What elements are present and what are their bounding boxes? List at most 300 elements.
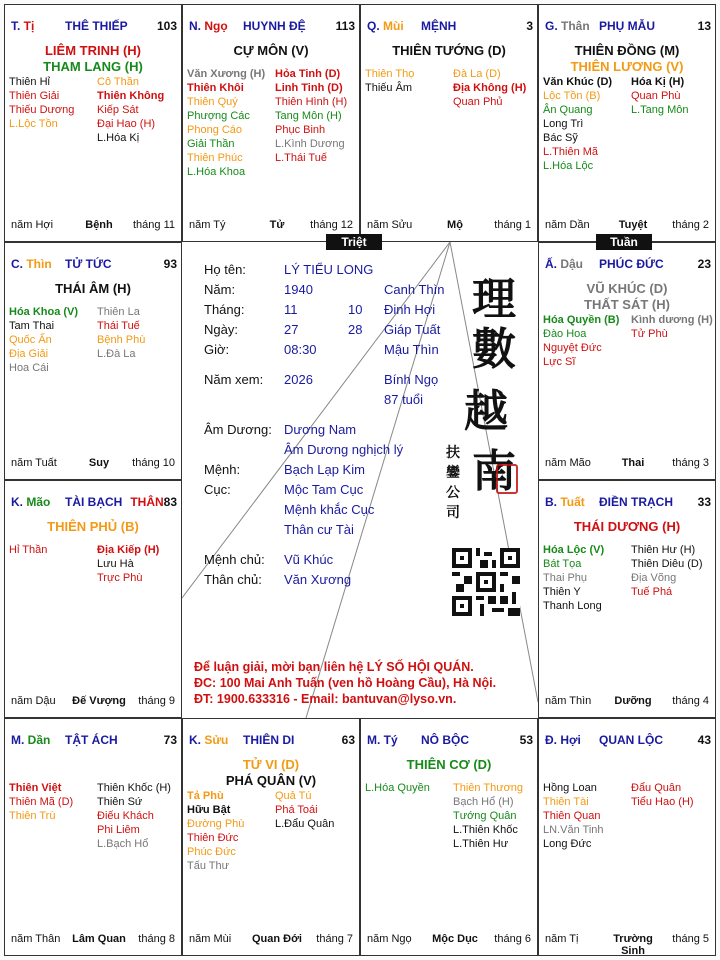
palace-month: tháng 11 (132, 219, 175, 231)
minor-star: Thiên Phúc (187, 152, 243, 164)
palace-branch: Sửu (204, 733, 229, 747)
main-stars (5, 519, 181, 535)
palace-month: tháng 5 (672, 933, 709, 945)
palace-dan[interactable] (4, 718, 182, 956)
minor-star: Địa Không (H) (453, 82, 527, 94)
contact-line-1: Để luận giải, mời bạn liên hệ LÝ SỐ HỘI QUÁN. (194, 660, 474, 674)
main-star: THIÊN CƠ (D) (406, 757, 492, 772)
minor-star: Quan Phủ (453, 96, 503, 108)
hour-label: Giờ: (204, 342, 230, 357)
birth-hour: 08:30 (284, 342, 317, 357)
palace-than[interactable] (538, 4, 716, 242)
palace-header (367, 733, 533, 747)
minor-star: Hỏa Tinh (D) (275, 68, 341, 80)
palace-stem: Q. (367, 19, 384, 33)
minor-star: Thiên Y (543, 586, 581, 598)
palace-stem: B. (545, 495, 561, 509)
palace-stage: Đế Vượng (72, 695, 126, 707)
minor-star: Thiên Hỉ (9, 76, 50, 88)
palace-branch: Mùi (383, 19, 404, 33)
palace-year: năm Hợi (11, 219, 54, 231)
main-star: THẤT SÁT (H) (584, 297, 670, 312)
minor-stars-left (365, 781, 430, 795)
thanchu: Văn Xương (284, 572, 352, 587)
palace-year: năm Dần (545, 219, 590, 231)
cuc-label: Cục: (204, 482, 231, 497)
main-star: THIÊN PHỦ (B) (47, 519, 139, 534)
palace-stage: Bệnh (85, 219, 113, 231)
palace-position (545, 495, 585, 509)
palace-header (189, 19, 355, 33)
palace-year: năm Mùi (189, 933, 232, 945)
minor-star: Quan Phù (631, 90, 681, 102)
palace-position (189, 733, 228, 747)
minor-star: Bệnh Phù (97, 334, 146, 346)
palace-position (11, 257, 52, 271)
palace-branch: Tị (23, 19, 35, 33)
palace-name-text: TỬ TỨC (65, 257, 112, 271)
minor-star: L.Lộc Tồn (9, 118, 58, 130)
palace-tuat[interactable] (538, 480, 716, 718)
palace-year: năm Thân (11, 933, 61, 945)
palace-dau[interactable] (538, 242, 716, 480)
palace-age: 93 (163, 257, 177, 271)
palace-position (11, 733, 50, 747)
palace-position (367, 19, 404, 33)
palace-name (65, 733, 118, 747)
main-star: PHÁ QUÂN (V) (225, 773, 317, 788)
palace-age: 23 (697, 257, 711, 271)
minor-star: Nguyệt Đức (543, 342, 602, 354)
palace-age: 33 (697, 495, 711, 509)
minor-star: Thiên Khôi (187, 82, 244, 94)
palace-year: năm Thìn (545, 695, 592, 707)
minor-star: Đường Phù (187, 818, 245, 830)
palace-branch: Thân (561, 19, 590, 33)
palace-position (367, 733, 398, 747)
minor-star: Tấu Thư (187, 860, 230, 872)
birth-year: 1940 (284, 282, 313, 297)
minor-star: L.Tang Môn (631, 104, 689, 116)
minor-star: Văn Xương (H) (187, 68, 266, 80)
minor-stars-right (97, 75, 164, 145)
minor-star: Đào Hoa (543, 328, 587, 340)
main-star: THÁI DƯƠNG (H) (573, 519, 681, 534)
lunar-day: 28 (348, 322, 363, 337)
palace-footer (11, 933, 175, 945)
palace-stage: Trường Sinh (613, 933, 653, 956)
main-star: THAM LANG (H) (43, 59, 143, 74)
minor-star: Giải Thần (187, 138, 235, 150)
palace-name-text: HUYNH ĐỆ (243, 19, 306, 33)
palace-name (421, 19, 456, 33)
minor-star: L.Đẩu Quân (275, 818, 335, 830)
month-label: Tháng: (204, 302, 245, 317)
palace-month: tháng 7 (316, 933, 353, 945)
minor-star: LN.Văn Tinh (543, 824, 604, 836)
calligraphy-char: 理 (472, 274, 516, 325)
palace-ngo[interactable] (182, 4, 360, 242)
day-canchi: Giáp Tuất (384, 322, 441, 337)
minor-star: Tướng Quân (453, 810, 517, 822)
palace-footer (545, 695, 709, 707)
palace-hoi[interactable] (538, 718, 716, 956)
minor-star: Thiên Mã (D) (9, 796, 74, 808)
minor-star: Quả Tú (275, 790, 312, 802)
palace-name (599, 257, 664, 271)
minor-star: Thanh Long (543, 600, 602, 612)
palace-branch: Dần (27, 733, 51, 747)
palace-footer (367, 933, 531, 945)
minor-star: Cô Thần (97, 76, 139, 88)
minor-star: L.Thiên Hư (453, 838, 509, 850)
minor-star: Phá Toái (275, 804, 318, 816)
palace-year: năm Ngọ (367, 933, 412, 945)
palace-header (545, 257, 711, 271)
minor-stars-right (97, 305, 145, 361)
triet-band: Triệt (326, 234, 382, 250)
minor-star: Hóa Kị (H) (631, 76, 685, 88)
palace-stem: Đ. (545, 733, 561, 747)
minor-stars-left (187, 67, 265, 179)
minor-star: L.Thái Tuế (275, 152, 327, 164)
palace-stem: Ấ. (545, 257, 561, 271)
palace-age: 63 (341, 733, 355, 747)
main-star: THIÊN ĐỒNG (M) (574, 43, 680, 58)
minor-stars-right (453, 781, 523, 851)
palace-stage: Tuyệt (618, 219, 648, 231)
palace-stem: M. (11, 733, 28, 747)
palace-position (11, 19, 34, 33)
minor-star: Thiên Thọ (365, 68, 415, 80)
qr-code[interactable] (452, 548, 520, 616)
thanchu-label: Thân chủ: (204, 572, 262, 587)
palace-stage: Quan Đới (252, 933, 302, 945)
minor-star: Thiên Hư (H) (631, 544, 696, 556)
minor-star: Điếu Khách (97, 810, 154, 822)
minor-star: Tang Môn (H) (275, 110, 342, 122)
minor-star: Thiên Giải (9, 90, 60, 102)
minor-star: Bác Sỹ (543, 132, 578, 144)
minor-star: Hóa Quyền (B) (543, 314, 620, 326)
palace-position (11, 495, 50, 509)
age: 87 tuổi (384, 392, 424, 407)
center-info-panel (182, 242, 538, 718)
palace-month: tháng 4 (672, 695, 709, 707)
palace-position (545, 257, 583, 271)
palace-footer (545, 219, 709, 231)
amduong-label: Âm Dương: (204, 422, 272, 437)
than-position: Thân cư Tài (284, 522, 354, 537)
minor-star: Địa Kiếp (H) (97, 544, 160, 556)
minor-stars-left (543, 75, 612, 173)
calligraphy-small-char: 扶 (446, 445, 460, 461)
minor-star: Thiên Sứ (97, 796, 143, 808)
main-stars (183, 757, 359, 789)
palace-branch: Tuất (560, 495, 585, 509)
view-year: 2026 (284, 372, 313, 387)
lunar-month: 10 (348, 302, 363, 317)
minor-star: Thiên Khốc (H) (97, 782, 171, 794)
palace-stage: Mộc Dục (432, 933, 478, 945)
palace-position (545, 19, 590, 33)
palace-name-text: PHỤ MẪU (599, 19, 655, 33)
palace-name (599, 19, 655, 33)
palace-branch: Hợi (560, 733, 581, 747)
minor-star: Phong Cáo (187, 124, 243, 136)
minor-star: Kình dương (H) (631, 314, 713, 326)
palace-header (367, 19, 533, 33)
minor-star: Đà La (D) (453, 68, 501, 80)
view-year-label: Năm xem: (204, 372, 264, 387)
main-stars (361, 757, 537, 773)
palace-name (599, 495, 673, 509)
palace-year: năm Tý (189, 219, 226, 231)
minor-stars-right (97, 543, 159, 585)
palace-mui[interactable] (360, 4, 538, 242)
palace-name (599, 733, 663, 747)
palace-footer (189, 933, 353, 945)
main-star: LIÊM TRINH (H) (44, 43, 142, 58)
minor-star: Long Trì (543, 118, 584, 130)
palace-name (65, 495, 164, 509)
red-seal-stamp (496, 464, 518, 494)
month-canchi: Đinh Hợi (384, 302, 436, 317)
palace-name-text: TÀI BẠCH (65, 495, 123, 509)
palace-year: năm Sửu (367, 219, 413, 231)
main-stars (5, 43, 181, 75)
palace-name-text: NÔ BỘC (421, 733, 469, 747)
palace-age: 103 (156, 19, 177, 33)
minor-stars-left (9, 305, 78, 375)
name-label: Họ tên: (204, 262, 246, 277)
palace-year: năm Dậu (11, 695, 56, 707)
palace-age: 53 (519, 733, 533, 747)
minor-star: Thiên Không (97, 90, 165, 102)
minor-star: Thái Tuế (97, 320, 140, 332)
palace-age: 73 (163, 733, 177, 747)
minor-stars-left (9, 781, 73, 823)
minor-stars-left (543, 313, 619, 369)
minor-star: Hoa Cái (9, 362, 49, 374)
palace-age: 3 (526, 19, 533, 33)
menh-label: Mệnh: (204, 462, 241, 477)
main-stars (539, 281, 715, 313)
palace-stem: T. (11, 19, 24, 33)
palace-stage: Thai (621, 457, 645, 469)
minor-star: Thiên Việt (9, 782, 62, 794)
minor-star: L.Hóa Kị (97, 132, 140, 144)
palace-branch: Ngọ (204, 19, 228, 33)
calligraphy-char: 南 (472, 446, 516, 497)
minor-star: Thiên La (97, 306, 140, 318)
minor-star: Lộc Tồn (B) (543, 90, 601, 102)
palace-footer (545, 457, 709, 469)
amduong: Dương Nam (284, 422, 357, 437)
calligraphy-char: 越 (464, 386, 508, 437)
palace-stem: K. (189, 733, 205, 747)
minor-star: Thiên Diêu (D) (631, 558, 703, 570)
palace-header (11, 733, 177, 747)
menh: Bạch Lạp Kim (284, 462, 365, 477)
minor-star: Phượng Các (187, 110, 250, 122)
minor-stars-left (365, 67, 414, 95)
palace-thin[interactable] (4, 242, 182, 480)
palace-name-text: QUAN LỘC (599, 733, 663, 747)
minor-star: Long Đức (543, 838, 592, 850)
palace-name-text: THÊ THIẾP (65, 19, 128, 33)
palace-header (11, 495, 177, 509)
palace-branch: Dậu (560, 257, 584, 271)
main-stars (539, 519, 715, 535)
palace-footer (11, 219, 175, 231)
palace-month: tháng 10 (132, 457, 175, 469)
palace-year: năm Tuất (11, 457, 57, 469)
palace-branch: Tý (383, 733, 398, 747)
minor-star: Văn Khúc (D) (543, 76, 613, 88)
minor-star: Phục Binh (275, 124, 326, 136)
palace-footer (11, 695, 175, 707)
person-name: LÝ TIỂU LONG (284, 262, 374, 277)
main-stars (183, 43, 359, 59)
minor-star: Phúc Đức (187, 846, 236, 858)
palace-header (11, 257, 177, 271)
cuc: Mộc Tam Cục (284, 482, 364, 497)
palace-month: tháng 12 (310, 219, 353, 231)
main-star: THÁI ÂM (H) (55, 281, 131, 296)
minor-stars-right (97, 781, 171, 851)
minor-star: Thiếu Âm (365, 82, 413, 94)
minor-star: L.Bạch Hổ (97, 838, 149, 850)
palace-position (189, 19, 228, 33)
calligraphy-small-char: 司 (446, 505, 460, 521)
minor-star: Tử Phù (631, 328, 668, 340)
minor-star: Thiên Quan (543, 810, 601, 822)
amduong-note: Âm Dương nghịch lý (284, 442, 404, 457)
minor-star: Đại Hao (H) (97, 118, 156, 130)
minor-star: Bạch Hổ (H) (453, 796, 514, 808)
minor-star: Thai Phụ (543, 572, 588, 584)
palace-header (545, 19, 711, 33)
palace-name-text: THIÊN DI (243, 733, 295, 747)
minor-star: Tam Thai (9, 320, 55, 332)
palace-header (545, 495, 711, 509)
minor-stars-right (275, 789, 334, 831)
minor-star: Linh Tinh (D) (275, 82, 343, 94)
minor-star: Hữu Bật (187, 804, 231, 816)
main-stars (539, 43, 715, 75)
minor-stars-left (543, 781, 604, 851)
minor-stars-left (543, 543, 604, 613)
birth-day: 27 (284, 322, 299, 337)
minor-star: Bát Tọa (543, 558, 582, 570)
minor-star: Trực Phù (97, 572, 143, 584)
minor-star: L.Hóa Khoa (187, 166, 246, 178)
calligraphy-small-char: 公 (446, 485, 460, 501)
palace-month: tháng 3 (672, 457, 709, 469)
palace-branch: Mão (26, 495, 51, 509)
minor-star: L.Hóa Lộc (543, 160, 594, 172)
palace-month: tháng 1 (494, 219, 531, 231)
minor-star: Thiên Đức (187, 832, 239, 844)
minor-star: Hóa Lộc (V) (543, 544, 605, 556)
palace-name (243, 733, 294, 747)
main-stars (5, 281, 181, 297)
palace-header (545, 733, 711, 747)
minor-stars-left (9, 75, 74, 131)
minor-star: Hóa Khoa (V) (9, 306, 79, 318)
minor-stars-right (275, 67, 347, 165)
minor-star: Thiên Hình (H) (275, 96, 348, 108)
palace-stage: Dưỡng (614, 695, 652, 707)
palace-footer (367, 219, 531, 231)
main-star: VŨ KHÚC (D) (586, 281, 668, 296)
than-marker: THÂN (130, 495, 164, 509)
minor-stars-right (631, 543, 703, 599)
minor-star: L.Hóa Quyền (365, 782, 430, 794)
palace-name (65, 19, 128, 33)
calligraphy-char: 數 (472, 324, 516, 375)
main-star: THIÊN LƯƠNG (V) (570, 59, 684, 74)
palace-name-text: ĐIỀN TRẠCH (599, 495, 673, 509)
palace-year: năm Tị (545, 933, 579, 945)
palace-name (421, 733, 469, 747)
palace-header (189, 733, 355, 747)
minor-star: Ân Quang (543, 104, 593, 116)
palace-stage: Mộ (447, 219, 463, 231)
contact-line-2: ĐC: 100 Mai Anh Tuấn (ven hồ Hoàng Cầu), Hà Nội. (194, 676, 497, 690)
minor-stars-left (9, 543, 47, 557)
minor-star: Hồng Loan (543, 782, 597, 794)
palace-ty[interactable] (360, 718, 538, 956)
palace-stage: Suy (88, 457, 110, 469)
palace-age: 13 (697, 19, 711, 33)
palace-age: 113 (335, 19, 355, 33)
palace-stage: Tử (269, 219, 285, 231)
minor-star: Thiên Tài (543, 796, 589, 808)
palace-month: tháng 9 (138, 695, 175, 707)
minor-star: Thiên Thương (453, 782, 524, 794)
minor-stars-left (187, 789, 244, 873)
minor-star: Quốc Ấn (9, 334, 52, 346)
palace-footer (189, 219, 353, 231)
minor-star: Thiên Quý (187, 96, 238, 108)
palace-ti[interactable] (4, 4, 182, 242)
minor-stars-right (453, 67, 526, 109)
day-label: Ngày: (204, 322, 238, 337)
palace-suu[interactable] (182, 718, 360, 956)
menhchu: Vũ Khúc (284, 552, 334, 567)
palace-name-text: TẬT ÁCH (65, 733, 118, 747)
minor-star: Địa Võng (631, 572, 677, 584)
minor-star: Phi Liêm (97, 824, 140, 836)
palace-footer (545, 933, 709, 956)
main-star: TỬ VI (D) (242, 757, 300, 772)
calligraphy-small-char: 鑾 (446, 465, 460, 481)
hour-canchi: Mậu Thìn (384, 342, 439, 357)
main-star: THIÊN TƯỚNG (D) (392, 43, 506, 58)
palace-month: tháng 2 (672, 219, 709, 231)
minor-star: Thiên Trù (9, 810, 56, 822)
palace-stem: K. (11, 495, 27, 509)
palace-name (243, 19, 306, 33)
contact-line-3: ĐT: 1900.633316 - Email: bantuvan@lyso.vn. (194, 692, 457, 706)
palace-branch: Thìn (26, 257, 52, 271)
palace-mao[interactable] (4, 480, 182, 718)
birth-month: 11 (284, 302, 298, 317)
minor-stars-right (631, 781, 694, 809)
palace-name (65, 257, 112, 271)
